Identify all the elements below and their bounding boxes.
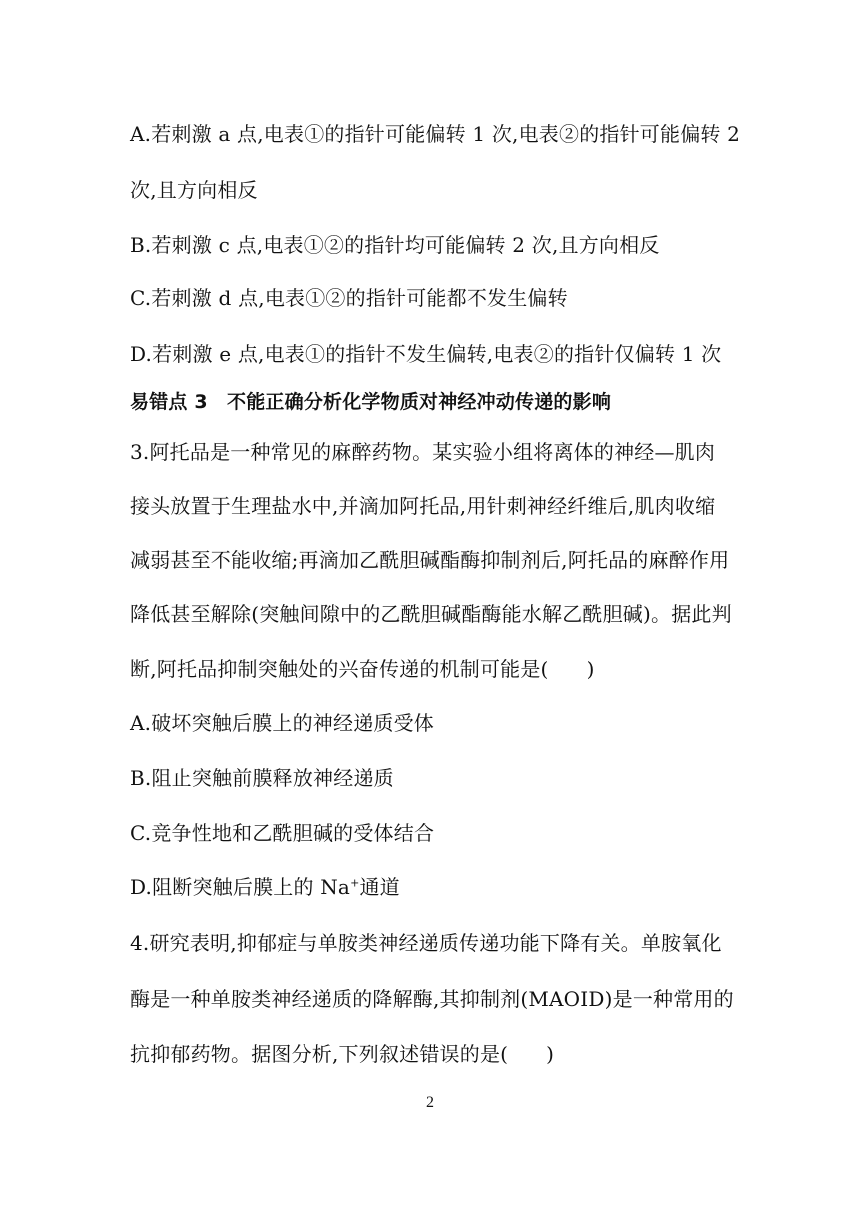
q4-stem-line3-close: ) xyxy=(546,1042,555,1066)
q2-option-c: C.若刺激 d 点,电表①②的指针可能都不发生偏转 xyxy=(130,286,568,310)
q2-option-a-line2: 次,且方向相反 xyxy=(130,178,258,202)
q3-option-c: C.竞争性地和乙酰胆碱的受体结合 xyxy=(130,821,435,845)
q3-stem-line4: 降低甚至解除(突触间隙中的乙酰胆碱酯酶能水解乙酰胆碱)。据此判 xyxy=(130,602,732,626)
q3-option-d-end: 通道 xyxy=(359,875,400,899)
q3-stem-line2: 接头放置于生理盐水中,并滴加阿托品,用针刺神经纤维后,肌肉收缩 xyxy=(130,494,716,518)
q3-stem-line5-close: ) xyxy=(586,657,595,681)
q3-stem-line5 xyxy=(130,656,595,682)
q4-stem-line3-text: 抗抑郁药物。据图分析,下列叙述错误的是( xyxy=(130,1042,509,1066)
q3-stem-line5-text: 断,阿托品抑制突触处的兴奋传递的机制可能是( xyxy=(130,657,549,681)
page-number: 2 xyxy=(426,1094,434,1111)
q3-option-b: B.阻止突触前膜释放神经递质 xyxy=(130,766,394,790)
q3-stem-line1: 3.阿托品是一种常见的麻醉药物。某实验小组将离体的神经—肌肉 xyxy=(130,440,716,464)
q3-stem-line3: 减弱甚至不能收缩;再滴加乙酰胆碱酯酶抑制剂后,阿托品的麻醉作用 xyxy=(130,548,730,572)
q2-option-d: D.若刺激 e 点,电表①的指针不发生偏转,电表②的指针仅偏转 1 次 xyxy=(130,342,722,366)
sodium-charge: + xyxy=(350,876,360,890)
q3-option-d xyxy=(130,874,400,900)
q4-stem-line1: 4.研究表明,抑郁症与单胺类神经递质传递功能下降有关。单胺氧化 xyxy=(130,931,722,955)
q3-option-a: A.破坏突触后膜上的神经递质受体 xyxy=(130,711,435,735)
q4-stem-line2: 酶是一种单胺类神经递质的降解酶,其抑制剂(MAOID)是一种常用的 xyxy=(130,987,734,1011)
section-heading: 易错点 3 不能正确分析化学物质对神经冲动传递的影响 xyxy=(130,391,612,413)
q3-option-d-text: D.阻断突触后膜上的 Na xyxy=(130,875,351,899)
q2-option-a-line1: A.若刺激 a 点,电表①的指针可能偏转 1 次,电表②的指针可能偏转 2 xyxy=(130,122,741,146)
q2-option-b: B.若刺激 c 点,电表①②的指针均可能偏转 2 次,且方向相反 xyxy=(130,233,660,257)
q4-stem-line3 xyxy=(130,1041,554,1067)
